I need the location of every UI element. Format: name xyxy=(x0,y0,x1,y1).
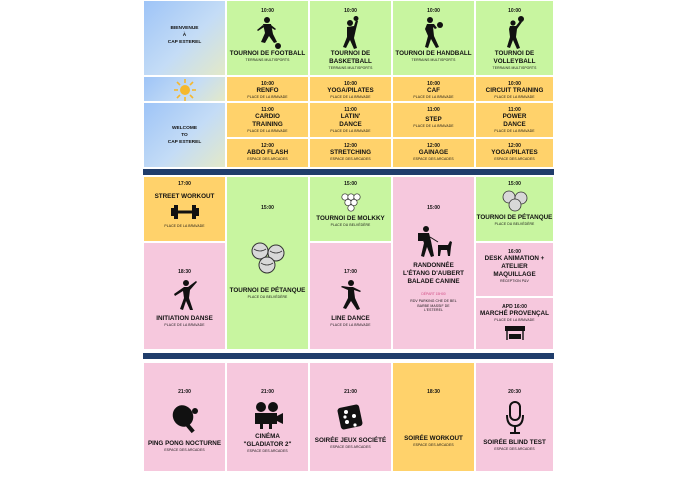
event-place: TERRAINS MULTISPORTS xyxy=(492,66,537,70)
football-player-icon xyxy=(253,16,283,50)
sun-cell xyxy=(143,76,226,102)
event-time: 18:30 xyxy=(427,389,440,395)
event-place: ESPACE DES ARCADES xyxy=(164,448,205,452)
event-time: 21:00 xyxy=(178,389,191,395)
event-title: TOURNOI DE BASKETBALL xyxy=(329,50,372,65)
microphone-icon xyxy=(505,401,525,435)
stretching-cell xyxy=(309,138,392,168)
movie-camera-icon xyxy=(252,401,284,429)
yoga-pilates-evening-cell xyxy=(475,138,554,168)
randonnee-cell xyxy=(392,176,475,350)
event-title: STRETCHING xyxy=(330,149,371,156)
event-title: INITIATION DANSE xyxy=(156,315,213,322)
jeux-societe-cell xyxy=(309,362,392,472)
event-title: STEP xyxy=(425,116,442,123)
event-place: PLACE DE LA BRAVADE xyxy=(164,323,205,327)
event-title: TOURNOI DE PÉTANQUE xyxy=(229,287,306,294)
event-title: TOURNOI DE MOLKKY xyxy=(316,215,385,222)
event-time: 15:00 xyxy=(261,205,274,211)
petanque-balls-icon xyxy=(502,190,528,212)
event-title: SOIRÉE BLIND TEST xyxy=(483,439,546,446)
welcome-fr-line1: BIENVENUE xyxy=(170,26,199,31)
event-time: 11:00 xyxy=(344,107,357,113)
sun-icon xyxy=(173,78,197,102)
event-title: SOIRÉE WORKOUT xyxy=(404,435,463,442)
event-time: 18:30 xyxy=(178,269,191,275)
blind-test-cell xyxy=(475,362,554,472)
dancer-icon xyxy=(338,279,364,311)
event-title: TOURNOI DE VOLLEYBALL xyxy=(493,50,536,65)
market-stall-icon xyxy=(504,325,526,341)
event-place: ESPACE DES ARCADES xyxy=(330,445,371,449)
event-title: TOURNOI DE FOOTBALL xyxy=(229,50,306,57)
event-title: PING PONG NOCTURNE xyxy=(147,440,222,447)
renfo-cell xyxy=(226,76,309,102)
event-place: PLACE DE LA BRAVADE xyxy=(494,129,535,133)
event-time: 15:00 xyxy=(508,181,521,187)
initiation-danse-cell xyxy=(143,242,226,350)
event-place: PLACE DE LA BRAVADE xyxy=(330,129,371,133)
dumbbell-icon xyxy=(170,203,200,221)
petanque-balls-icon xyxy=(249,241,287,275)
ping-pong-cell xyxy=(143,362,226,472)
event-time: APD 16:00 xyxy=(502,304,527,310)
molkky-pins-icon xyxy=(340,192,362,212)
event-title: LINE DANCE xyxy=(331,315,370,322)
volleyball-player-icon xyxy=(500,16,530,50)
event-time: 10:00 xyxy=(344,8,357,14)
event-place: ESPACE DES ARCADES xyxy=(494,157,535,161)
event-title: MARCHÉ PROVENÇAL xyxy=(480,310,549,317)
handball-player-icon xyxy=(419,16,449,50)
event-place: RÉCEPTION P&V xyxy=(500,279,529,283)
event-place: ESPACE DES ARCADES xyxy=(494,447,535,451)
power-dance-cell xyxy=(475,102,554,138)
section-divider xyxy=(143,353,554,359)
event-time: 15:00 xyxy=(344,181,357,187)
molkky-cell xyxy=(309,176,392,242)
event-place: ESPACE DES ARCADES xyxy=(413,443,454,447)
event-title: LATIN' DANCE xyxy=(339,113,362,128)
event-place: PLACE DE LA BRAVADE xyxy=(164,224,205,228)
welcome-en-line2: TO xyxy=(181,133,188,138)
event-time: 11:00 xyxy=(508,107,521,113)
event-departure: DÉPART 15H00 xyxy=(421,292,446,296)
marche-provencal-cell xyxy=(475,297,554,350)
event-place: ESPACE DES ARCADES xyxy=(413,157,454,161)
event-time: 10:00 xyxy=(344,81,357,87)
event-title: YOGA/PILATES xyxy=(491,149,538,156)
event-time: 12:00 xyxy=(427,143,440,149)
welcome-fr-line2: À xyxy=(182,33,187,38)
cinema-cell xyxy=(226,362,309,472)
event-place: RDV PARKING CHE DE BEL BARBE MASSIF DE L'ESTEREL xyxy=(410,299,457,312)
event-title: CIRCUIT TRAINING xyxy=(485,87,544,94)
welcome-en-line1: WELCOME xyxy=(171,126,198,131)
tournoi-basketball-cell xyxy=(309,0,392,76)
event-time: 10:00 xyxy=(508,8,521,14)
event-place: PLACE DE LA BRAVADE xyxy=(494,95,535,99)
event-title: TOURNOI DE HANDBALL xyxy=(395,50,472,57)
event-place: ESPACE DES ARCADES xyxy=(330,157,371,161)
event-place: PLACE DE LA BRAVADE xyxy=(494,318,535,322)
event-title: POWER DANCE xyxy=(502,113,527,128)
event-title: GAINAGE xyxy=(418,149,449,156)
event-time: 17:00 xyxy=(178,181,191,187)
event-time: 10:00 xyxy=(261,8,274,14)
street-workout-cell xyxy=(143,176,226,242)
welcome-en-cell xyxy=(143,102,226,168)
event-place: TERRAINS MULTISPORTS xyxy=(328,66,373,70)
abdo-flash-cell xyxy=(226,138,309,168)
cardio-training-cell xyxy=(226,102,309,138)
event-place: ESPACE DES ARCADES xyxy=(247,449,288,453)
event-place: TERRAINS MULTISPORTS xyxy=(245,58,290,62)
tournoi-football-cell xyxy=(226,0,309,76)
welcome-fr-cell xyxy=(143,0,226,76)
event-title: ABDO FLASH xyxy=(246,149,289,156)
hiker-dog-icon xyxy=(414,225,454,259)
event-time: 12:00 xyxy=(261,143,274,149)
event-time: 10:00 xyxy=(508,81,521,87)
event-title: SOIRÉE JEUX SOCIÉTÉ xyxy=(314,437,387,444)
event-title: DESK ANIMATION + ATELIER MAQUILLAGE xyxy=(484,255,545,278)
line-dance-cell xyxy=(309,242,392,350)
petanque-1-cell xyxy=(226,176,309,350)
event-time: 16:00 xyxy=(508,249,521,255)
circuit-training-cell xyxy=(475,76,554,102)
tournoi-handball-cell xyxy=(392,0,475,76)
event-time: 10:00 xyxy=(261,81,274,87)
event-place: PLACE DE LA BRAVADE xyxy=(247,129,288,133)
basketball-player-icon xyxy=(336,16,366,50)
event-time: 10:00 xyxy=(427,81,440,87)
event-title: CINÉMA "GLADIATOR 2" xyxy=(243,433,292,448)
event-place: TERRAINS MULTISPORTS xyxy=(411,58,456,62)
event-place: ESPACE DES ARCADES xyxy=(247,157,288,161)
event-time: 12:00 xyxy=(508,143,521,149)
event-time: 21:00 xyxy=(261,389,274,395)
soiree-workout-cell xyxy=(392,362,475,472)
welcome-fr-line3: CAP ESTEREL xyxy=(167,40,202,45)
yoga-pilates-cell xyxy=(309,76,392,102)
event-time: 15:00 xyxy=(427,205,440,211)
event-time: 10:00 xyxy=(427,8,440,14)
event-time: 11:00 xyxy=(261,107,274,113)
event-title: TOURNOI DE PÉTANQUE xyxy=(476,214,553,221)
step-cell xyxy=(392,102,475,138)
event-place: PLACE DE LA BRAVADE xyxy=(247,95,288,99)
event-place: PLACE DE LA BRAVADE xyxy=(413,95,454,99)
event-title: CARDIO TRAINING xyxy=(252,113,283,128)
event-place: PLACE DU BELVÉDÈRE xyxy=(330,223,371,227)
event-title: CAF xyxy=(427,87,440,94)
event-place: PLACE DU BELVÉDÈRE xyxy=(247,295,288,299)
latin-dance-cell xyxy=(309,102,392,138)
petanque-2-cell xyxy=(475,176,554,242)
event-title: RANDONNÉE L'ÉTANG D'AUBERT BALADE CANINE xyxy=(403,262,464,285)
event-time: 20:30 xyxy=(508,389,521,395)
event-title: RENFO xyxy=(256,87,279,94)
event-time: 12:00 xyxy=(344,143,357,149)
ping-pong-icon xyxy=(169,403,201,435)
event-title: STREET WORKOUT xyxy=(154,193,215,200)
event-place: PLACE DE LA BRAVADE xyxy=(330,323,371,327)
event-place: PLACE DE LA BRAVADE xyxy=(413,124,454,128)
event-time: 17:00 xyxy=(344,269,357,275)
caf-cell xyxy=(392,76,475,102)
event-time: 21:00 xyxy=(344,389,357,395)
event-time: 11:00 xyxy=(427,107,440,113)
event-title: YOGA/PILATES xyxy=(327,87,374,94)
gainage-cell xyxy=(392,138,475,168)
tournoi-volleyball-cell xyxy=(475,0,554,76)
dancer-icon xyxy=(172,279,198,311)
welcome-en-line3: CAP ESTEREL xyxy=(167,140,202,145)
event-place: PLACE DU BELVÉDÈRE xyxy=(494,222,535,226)
dice-icon xyxy=(336,401,366,431)
section-divider xyxy=(143,169,554,175)
event-place: PLACE DE LA BRAVADE xyxy=(330,95,371,99)
desk-animation-cell xyxy=(475,242,554,297)
